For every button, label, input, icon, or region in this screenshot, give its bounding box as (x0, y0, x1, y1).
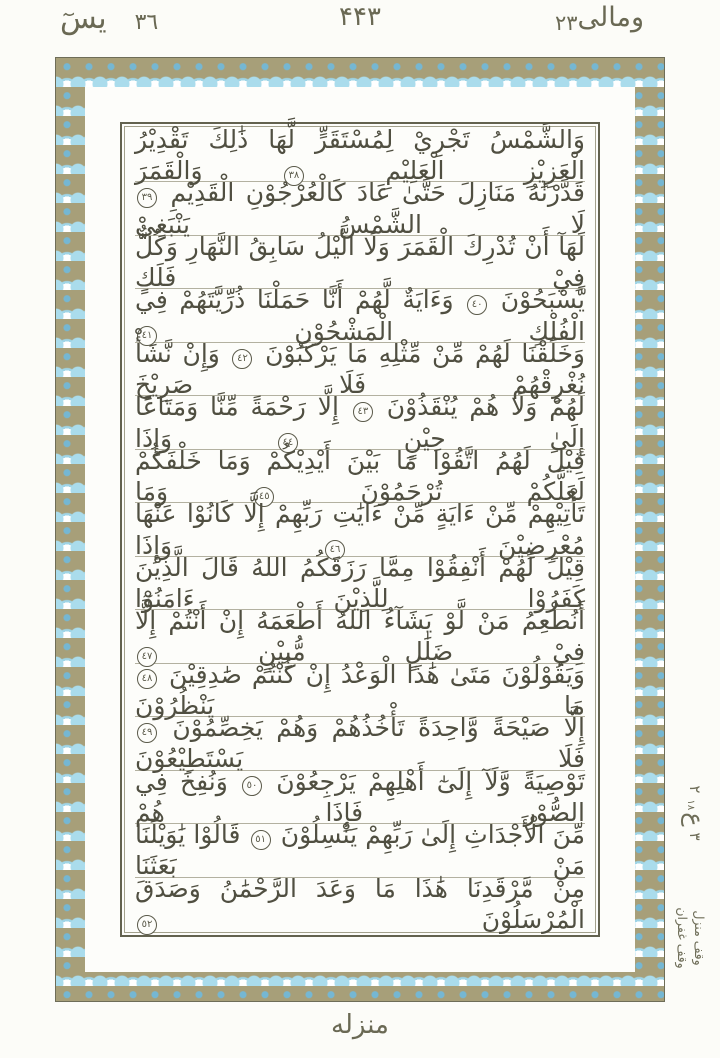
text-frame (120, 122, 600, 937)
ayah-text: وَءَايَةٌ لَّهُمْ أَنَّا حَمَلْنَا ذُرِّيَّتَهُمْ فِي الْفُلْكِ الْمَشْحُوْنِ (135, 285, 585, 346)
page-number: ۴۴۳ (339, 2, 381, 32)
ayah-end-marker: ٤٨ (137, 669, 157, 689)
quran-line (135, 231, 585, 293)
ayah-text: قِيْلَ لَهُمْ أَنْفِقُوْا مِمَّا رَزَقَكُمُ اللهُ قَالَ الَّذِيْنَ كَفَرُوْا لِلَّذِيْنَ ءَامَنُوْٓا (135, 552, 585, 613)
ayah-text: مَا يَنْظُرُوْنَ (135, 690, 585, 720)
quran-lines (124, 126, 596, 933)
ayah-end-marker: ٥١ (251, 830, 271, 850)
ayah-text: قَالُوْا يَٰوَيْلَنَا مَنْ بَعَثَنَا (135, 820, 585, 881)
ayah-end-marker: ٣٨ (284, 166, 304, 186)
quran-line-text (135, 873, 585, 936)
ayah-text: لَهَآ أَنْ تُدْرِكَ الْقَمَرَ وَلَا الَّيْلُ سَابِقُ النَّهَارِ وَكُلٌّ فِيْ فَلَكٍ (135, 231, 585, 293)
ayah-text: إِلَّا رَحْمَةً مِّنَّا وَمَتَاعًا إِلَىٰ حِيْنٍ (135, 392, 585, 453)
quran-line (135, 606, 585, 667)
waqf-note-line2: وقف غفران (675, 907, 690, 969)
catchword: منزله (331, 1010, 389, 1040)
ayah-text: مِنْ مَّرْقَدِنَا هَٰذَا مَا وَعَدَ الرَّحْمَٰنُ وَصَدَقَ الْمُرْسَلُوْنَ (135, 873, 585, 934)
ruku-count-below: ٢ (686, 785, 705, 794)
ayah-text: لَا الشَّمْسُ يَنْبَغِيْ (135, 209, 585, 239)
ayah-text: تَوْصِيَةً وَّلَآ إِلَىٰٓ أَهْلِهِمْ يَرْجِعُوْنَ (276, 766, 585, 796)
quran-line (135, 873, 585, 934)
header-right (555, 2, 644, 46)
ruku-inner-number: ١٨ (685, 799, 696, 811)
surah-number: ٣٦ (134, 10, 159, 35)
quran-line (135, 178, 586, 239)
ayah-text: إِلَّا صَيْحَةً وَّاحِدَةً تَأْخُذُهُمْ وَهُمْ يَخِصِّمُوْنَ (172, 713, 585, 743)
waqf-margin-note (672, 883, 708, 993)
ruku-count-above: ٣ (686, 832, 705, 841)
ayah-text: وَخَلَقْنَا لَهُمْ مِّنْ مِّثْلِهِ مَا يَرْكَبُوْنَ (265, 338, 585, 368)
ayah-end-marker: ٤٥ (254, 487, 274, 507)
ayah-text: وَإِنْ نَّشَأْ نُغْرِقْهُمْ فَلَا صَرِيْخَ (135, 338, 585, 400)
ayah-end-marker: ٤٤ (278, 433, 298, 453)
ayah-end-marker: ٥٢ (137, 915, 157, 935)
quran-line (135, 766, 585, 827)
ornamental-border (55, 57, 665, 1002)
quran-line (135, 499, 586, 560)
quran-line (135, 820, 586, 881)
ayah-text: قِيْلَ لَهُمُ اتَّقُوْا مَا بَيْنَ أَيْدِيْكُمْ وَمَا خَلْفَكُمْ لَعَلَّكُمْ تُرْحَمُوْنَ (135, 445, 585, 507)
quran-line (135, 338, 585, 400)
ayah-text: وَإِذَا (135, 530, 173, 560)
quran-line (135, 392, 586, 453)
ayah-end-marker: ٤٦ (325, 540, 345, 560)
surah-name: يسٓ (60, 1, 107, 36)
ayah-text: وَإِذَا (135, 423, 173, 453)
juz-name: ومالى (577, 2, 644, 33)
juz-number: ٢٣ (554, 11, 578, 35)
ayah-text: قَدَّرْنَٰهُ مَنَازِلَ حَتَّىٰ عَادَ كَالْعُرْجُوْنِ الْقَدِيْمِ (170, 178, 586, 208)
ayah-text: وَنُفِخَ فِي الصُّوْرِ فَإِذَا هُمْ (135, 766, 585, 827)
ayah-text: وَيَقُوْلُوْنَ مَتَىٰ هَٰذَا الْوَعْدُ إِنْ كُنْتُمْ صَٰدِقِيْنَ (169, 659, 586, 689)
ayah-text: فَلَا يَسْتَطِيْعُوْنَ (135, 744, 585, 774)
ayah-end-marker: ٥٠ (242, 776, 262, 796)
ayah-text: أَنُطْعِمُ مَنْ لَّوْ يَشَآءُ اللهُ أَطْعَمَهُ إِنْ أَنْتُمْ إِلَّا فِيْ ضَلَٰلٍ مُّبِيْنٍ (135, 606, 585, 667)
ayah-end-marker: ٣٩ (137, 188, 157, 208)
quran-line (135, 713, 585, 774)
quran-line (135, 552, 585, 613)
quran-line (135, 285, 585, 346)
ayah-end-marker: ٤٠ (467, 295, 487, 315)
waqf-note-line1: وقف منزل (691, 910, 707, 966)
ayah-text: وَمَا (135, 477, 169, 507)
ayah-text: تَأْتِيْهِمْ مِّنْ ءَايَةٍ مِّنْ ءَايَٰتِ رَبِّهِمْ إِلَّا كَانُوْا عَنْهَا مُعْرِضِيْنَ (135, 499, 586, 560)
ayah-text: لَهُمْ وَلَا هُمْ يُنْقَذُوْنَ (386, 392, 586, 422)
quran-line (135, 445, 585, 507)
ayah-text: وَالْقَمَرَ (135, 156, 203, 186)
ayah-text: مِّنَ الْأَجْدَاثِ إِلَىٰ رَبِّهِمْ يَنْسِلُوْنَ (280, 820, 586, 850)
quran-line (135, 659, 586, 720)
ayah-end-marker: ٤٧ (137, 647, 157, 667)
ayah-end-marker: ٤١ (137, 326, 157, 346)
quran-line (135, 124, 585, 186)
ayah-end-marker: ٤٩ (137, 723, 157, 743)
ayah-text: وَالشَّمْسُ تَجْرِيْ لِمُسْتَقَرٍّ لَّهَا ذَٰلِكَ تَقْدِيْرُ الْعَزِيْزِ الْعَلِيْمِ (135, 124, 585, 186)
ayah-end-marker: ٤٢ (232, 349, 252, 369)
border-inner-gap (85, 87, 635, 972)
ruku-ain-icon: ع (681, 812, 709, 827)
ayah-end-marker: ٤٣ (353, 402, 373, 422)
ruku-marker (680, 776, 710, 850)
ayah-text: يَّسْبَحُوْنَ (500, 285, 585, 315)
